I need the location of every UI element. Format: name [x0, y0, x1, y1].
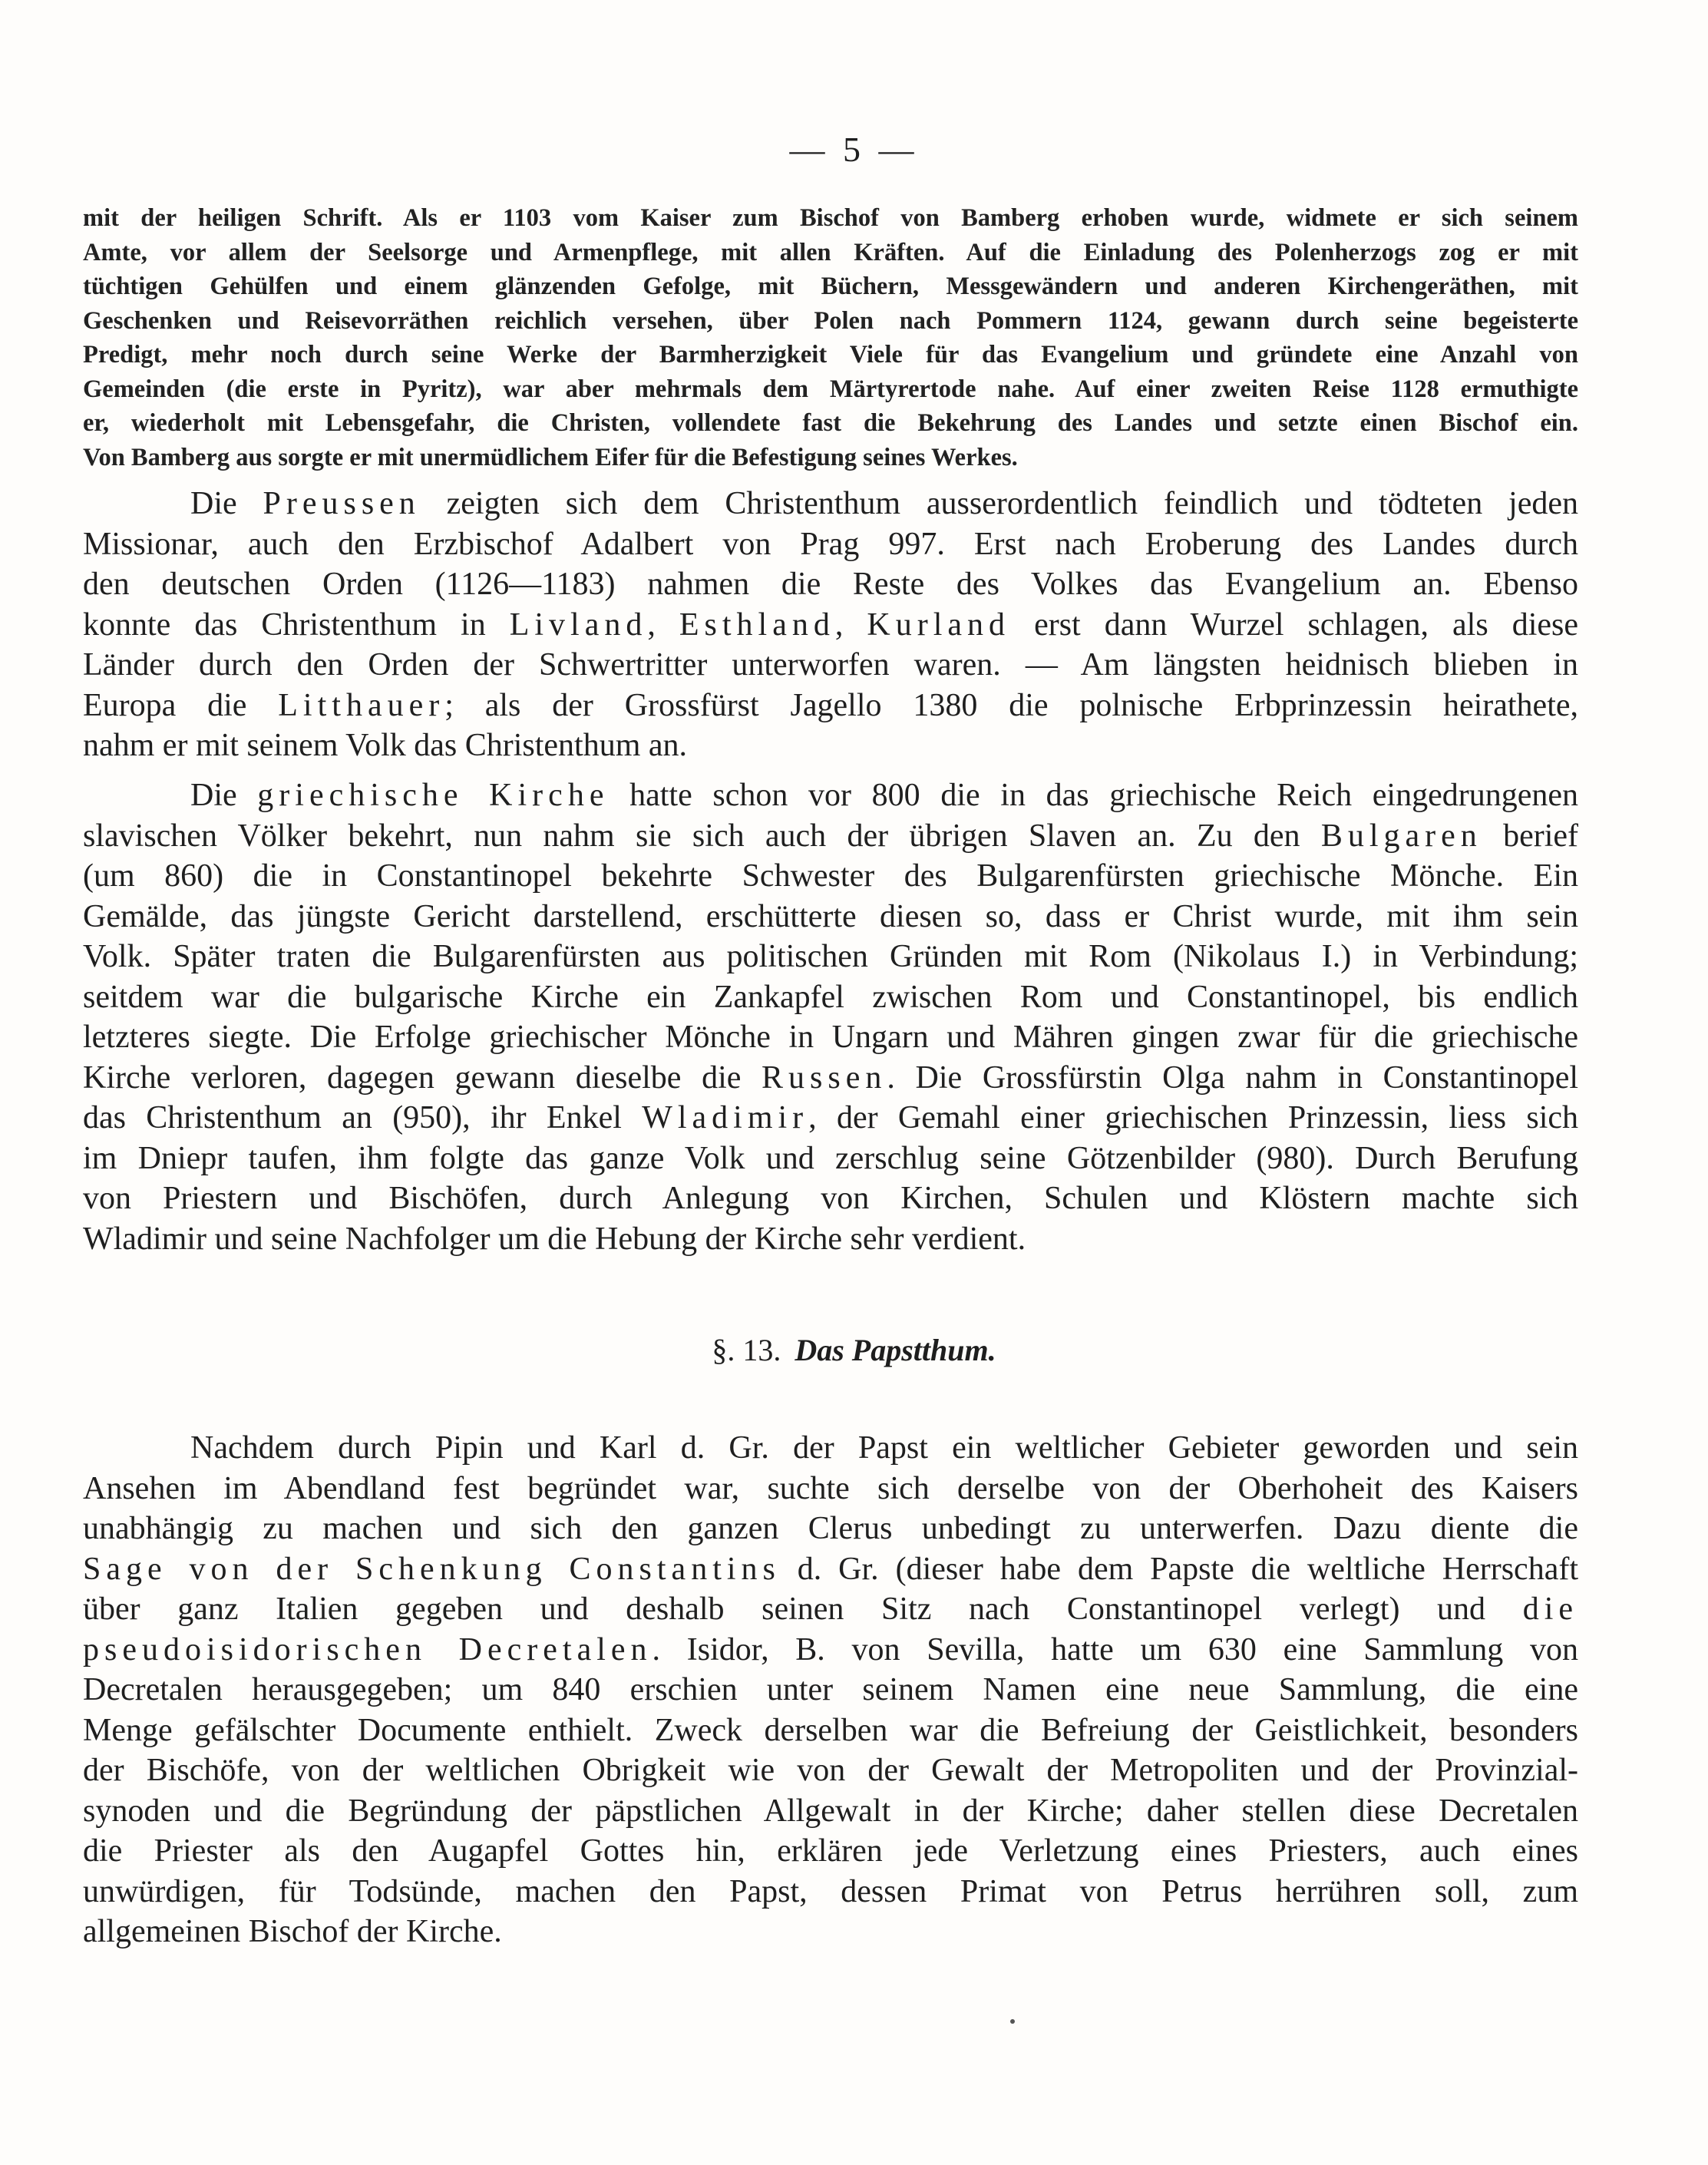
text-line: Nachdem durch Pipin und Karl d. Gr. der Papst ein weltlicher Gebieter geworden und sein: [190, 1430, 1578, 1466]
text-line: im Dniepr taufen, ihm folgte das ganze Volk und zerschlug seine Götzenbilder (980). Durch Berufung: [83, 1140, 1578, 1176]
paragraph-papstthum: [83, 1428, 1578, 1952]
text-line: Die griechische Kirche hatte schon vor 800 die in das griechische Reich eingedrungenen: [190, 778, 1578, 813]
text-line: letzteres siegte. Die Erfolge griechischer Mönche in Ungarn und Mähren gingen zwar für die griechische: [83, 1020, 1578, 1055]
text-line: Europa die Litthauer; als der Grossfürst Jagello 1380 die polnische Erbprinzessin heirathete,: [83, 687, 1578, 723]
ink-speck: [1010, 2019, 1015, 2024]
text-line: synoden und die Begründung der päpstlichen Allgewalt in der Kirche; daher stellen diese Decretalen: [83, 1793, 1578, 1829]
text-line: konnte das Christenthum in Livland, Esthland, Kurland erst dann Wurzel schlagen, als diese: [83, 607, 1578, 643]
text-line: Von Bamberg aus sorgte er mit unermüdlichem Eifer für die Befestigung seines Werkes.: [83, 443, 1018, 471]
text-line: nahm er mit seinem Volk das Christenthum an.: [83, 728, 688, 763]
section-number: §. 13.: [712, 1333, 781, 1367]
section-heading: [0, 1332, 1708, 1368]
spaced-emphasis: Bulgaren: [1320, 818, 1482, 854]
paragraph-griechische-kirche: [83, 775, 1578, 1259]
spaced-emphasis: Wladimir: [642, 1100, 809, 1135]
spaced-emphasis: Livland: [509, 607, 648, 643]
text-line: (um 860) die in Constantinopel bekehrte Schwester des Bulgarenfürsten griechische Mönche. Ein: [83, 858, 1578, 894]
text-line: unwürdigen, für Todsünde, machen den Papst, dessen Primat von Petrus herrühren soll, zum: [83, 1873, 1578, 1909]
text-line: über ganz Italien gegeben und deshalb seinen Sitz nach Constantinopel verlegt) und die: [83, 1592, 1578, 1627]
paragraph-preussen: [83, 484, 1578, 766]
text-line: slavischen Völker bekehrt, nun nahm sie sich auch der übrigen Slaven an. Zu den Bulgaren berief: [83, 818, 1578, 854]
text-line: den deutschen Orden (1126—1183) nahmen die Reste des Volkes das Evangelium an. Ebenso: [83, 567, 1578, 602]
text-line: er, wiederholt mit Lebensgefahr, die Christen, vollendete fast die Bekehrung des Landes und setzte einen Bischof ein.: [83, 409, 1578, 437]
text-line: die Priester als den Augapfel Gottes hin, erklären jede Verletzung eines Priesters, auch eines: [83, 1833, 1578, 1869]
text-line: tüchtigen Gehülfen und einem glänzenden Gefolge, mit Büchern, Messgewändern und anderen Kirchengeräthen, mit: [83, 273, 1578, 300]
section-title: Das Papstthum.: [795, 1333, 996, 1367]
spaced-emphasis: Kurland: [867, 607, 1011, 643]
text-line: allgemeinen Bischof der Kirche.: [83, 1914, 502, 1949]
text-line: mit der heiligen Schrift. Als er 1103 vom Kaiser zum Bischof von Bamberg erhoben wurde, widmete er sich seinem: [83, 204, 1578, 232]
text-line: pseudoisidorischen Decretalen. Isidor, B. von Sevilla, hatte um 630 eine Sammlung von: [83, 1631, 1578, 1668]
spaced-emphasis: Litthauer: [278, 687, 445, 723]
text-line: unabhängig zu machen und sich den ganzen Clerus unbedingt zu unterwerfen. Dazu diente die: [83, 1511, 1578, 1546]
spaced-emphasis: Preussen: [263, 486, 421, 521]
text-line: Gemälde, das jüngste Gericht darstellend, erschütterte diesen so, dass er Christ wurde, mit ihm sein: [83, 898, 1578, 934]
spaced-emphasis: Esthland: [679, 607, 835, 643]
footnote-paragraph: [83, 201, 1578, 474]
text-line: von Priestern und Bischöfen, durch Anlegung von Kirchen, Schulen und Klöstern machte sich: [83, 1181, 1578, 1216]
page-number: — 5 —: [789, 130, 919, 169]
text-line: Volk. Später traten die Bulgarenfürsten aus politischen Gründen mit Rom (Nikolaus I.) in Verbindung;: [83, 939, 1578, 974]
text-line: Kirche verloren, dagegen gewann dieselbe die Russen. Die Grossfürstin Olga nahm in Constantinopel: [83, 1059, 1578, 1096]
text-line: Die Preussen zeigten sich dem Christenthum ausserordentlich feindlich und tödteten jeden: [190, 486, 1578, 521]
text-line: das Christenthum an (950), ihr Enkel Wladimir, der Gemahl einer griechischen Prinzessin, liess sich: [83, 1100, 1579, 1135]
text-line: seitdem war die bulgarische Kirche ein Zankapfel zwischen Rom und Constantinopel, bis endlich: [83, 979, 1578, 1015]
text-line: Geschenken und Reisevorräthen reichlich versehen, über Polen nach Pommern 1124, gewann durch seine begeisterte: [83, 306, 1578, 335]
text-line: Gemeinden (die erste in Pyritz), war aber mehrmals dem Märtyrertode nahe. Auf einer zweiten Reise 1128 ermuthigte: [83, 375, 1578, 403]
text-line: Ansehen im Abendland fest begründet war, suchte sich derselbe von der Oberhoheit des Kaisers: [83, 1470, 1578, 1506]
text-line: Decretalen herausgegeben; um 840 erschien unter seinem Namen eine neue Sammlung, die eine: [83, 1672, 1578, 1707]
spaced-emphasis: pseudoisidorischen Decretalen: [83, 1631, 652, 1668]
text-line: Sage von der Schenkung Constantins d. Gr. (dieser habe dem Papste die weltliche Herrschaft: [83, 1551, 1578, 1587]
spaced-emphasis: die: [1522, 1592, 1578, 1627]
text-line: der Bischöfe, von der weltlichen Obrigkeit wie von der Gewalt der Metropoliten und der Provinzial-: [83, 1753, 1578, 1788]
text-line: Wladimir und seine Nachfolger um die Hebung der Kirche sehr verdient.: [83, 1221, 1026, 1257]
text-line: Menge gefälschter Documente enthielt. Zweck derselben war die Befreiung der Geistlichkeit, besonders: [83, 1712, 1578, 1748]
spaced-emphasis: griechische Kirche: [257, 778, 610, 813]
spaced-emphasis: Russen: [761, 1059, 887, 1096]
text-line: Länder durch den Orden der Schwertritter unterworfen waren. — Am längsten heidnisch blieben in: [83, 647, 1578, 683]
text-line: Predigt, mehr noch durch seine Werke der Barmherzigkeit Viele für das Evangelium und gründete eine Anzahl von: [83, 341, 1578, 369]
spaced-emphasis: Sage von der Schenkung Constantins: [83, 1551, 781, 1587]
text-line: Missionar, auch den Erzbischof Adalbert von Prag 997. Erst nach Eroberung des Landes durch: [83, 526, 1578, 562]
text-line: Amte, vor allem der Seelsorge und Armenpflege, mit allen Kräften. Auf die Einladung des Polenherzogs zog er mit: [83, 238, 1578, 266]
